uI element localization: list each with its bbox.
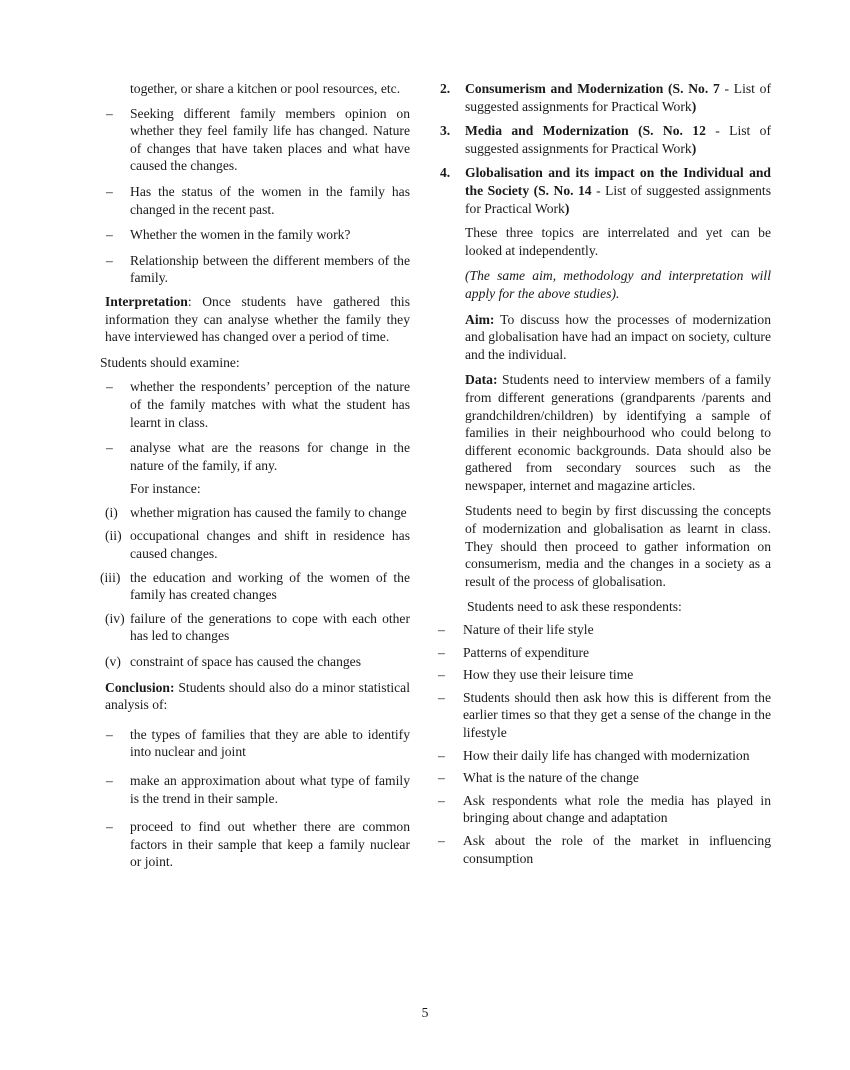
numbered-heading — [438, 122, 771, 157]
numbered-heading — [438, 80, 771, 115]
list-item-text: Whether the women in the family work? — [130, 227, 351, 243]
aim-paragraph — [438, 311, 771, 364]
numbered-heading — [438, 164, 771, 217]
list-item-text: analyse what are the reasons for change in the nature of the family, if any. — [130, 440, 410, 473]
heading-title: Globalisation and its impact on the Individual and the Society (S. No. 14 — [465, 165, 771, 198]
roman-item-text: occupational changes and shift in residence has caused changes. — [130, 528, 410, 562]
dash-marker: – — [106, 105, 113, 121]
list-item-text: the types of families that they are able to identify into nuclear and joint — [130, 726, 410, 760]
aim-text: To discuss how the processes of modernization and globalisation have had an impact on society, culture and the individual. — [465, 311, 771, 362]
list-item-text: Patterns of expenditure — [463, 644, 590, 660]
roman-marker: (iv) — [105, 610, 125, 626]
list-item-text: Seeking different family members opinion on whether they feel family life has changed. Nature of changes that have taken places and what have caused the changes. — [130, 105, 410, 174]
dash-marker: – — [438, 689, 445, 705]
dash-marker: – — [106, 183, 113, 199]
heading-rest: - List of suggested assignments for Practical Work — [465, 182, 771, 216]
roman-list-item — [100, 504, 410, 522]
heading-close: ) — [691, 140, 697, 156]
roman-marker: (iii) — [100, 569, 121, 585]
roman-marker: (i) — [105, 504, 118, 520]
roman-item-text: the education and working of the women of the family has created changes — [130, 569, 410, 603]
heading-close: ) — [564, 200, 570, 216]
conclusion-text: Students should also do a minor statistical analysis of: — [105, 679, 410, 713]
roman-list-item — [100, 527, 410, 562]
list-item-text: Students should then ask how this is different from the earlier times so that they get a sense of the change in the lifestyle — [463, 689, 771, 740]
heading-rest: - List of suggested assignments for Practical Work — [465, 123, 771, 156]
heading-rest: - List of suggested assignments for Practical Work — [465, 81, 772, 114]
list-item — [438, 644, 771, 662]
dash-marker: – — [106, 379, 113, 395]
continued-list-item: together, or share a kitchen or pool resources, etc. — [130, 81, 401, 96]
list-item-text: What is the nature of the change — [463, 770, 639, 786]
heading-title: Media and Modernization (S. No. 12 — [465, 123, 706, 139]
examine-intro: Students should examine: — [100, 354, 240, 370]
list-item-text: proceed to find out whether there are common factors in their sample that keep a family nuclear or joint. — [130, 819, 410, 870]
dash-marker: – — [438, 747, 445, 763]
same-aim-note: (The same aim, methodology and interpretation will apply for the above studies). — [465, 268, 771, 301]
conclusion-paragraph — [100, 679, 410, 714]
roman-item-text: constraint of space has caused the changes — [130, 654, 362, 670]
list-item — [100, 183, 410, 218]
roman-list-item — [100, 610, 410, 645]
dash-marker: – — [438, 770, 445, 786]
dash-marker: – — [438, 622, 445, 638]
list-item — [100, 226, 410, 244]
roman-marker: (ii) — [105, 528, 122, 544]
dash-marker: – — [106, 252, 113, 268]
list-item — [100, 105, 410, 175]
interpretation-paragraph — [100, 293, 410, 346]
heading-number: 3. — [440, 123, 451, 139]
list-item — [438, 621, 771, 639]
dash-marker: – — [106, 440, 113, 456]
left-column — [100, 80, 410, 879]
list-item-text: Nature of their life style — [463, 622, 594, 638]
list-item-text: make an approximation about what type of family is the trend in their sample. — [130, 773, 410, 806]
conclusion-label: Conclusion: — [105, 679, 175, 695]
roman-item-text: failure of the generations to cope with each other has led to changes — [130, 610, 410, 644]
right-column — [438, 80, 771, 867]
interpretation-text: : Once students have gathered this information they can analyse whether the family they have interviewed has changed over a period of time. — [105, 293, 410, 345]
dash-marker: – — [438, 792, 445, 808]
roman-item-text: whether migration has caused the family to change — [130, 504, 407, 520]
list-item-text: How their daily life has changed with modernization — [463, 747, 750, 763]
roman-list-item — [100, 653, 410, 671]
data-text: Students need to interview members of a family from different generations (grandparents /parents and grandchildren/children) by identifying a sample of families in their neighbourhood who could belong to different economic backgrounds. Data should also be gathered from secondary sources such as the newspaper, internet and magazine articles. — [465, 372, 771, 493]
list-item-text: Ask about the role of the market in influencing consumption — [463, 832, 771, 866]
page-number: 5 — [421, 1005, 429, 1020]
roman-list-item — [100, 569, 410, 604]
dash-marker: – — [106, 773, 113, 788]
list-item — [100, 726, 410, 761]
heading-number: 4. — [440, 165, 451, 181]
heading-title: Consumerism and Modernization (S. No. 7 — [465, 81, 720, 96]
list-item — [438, 666, 771, 684]
list-item-text: How they use their leisure time — [463, 667, 634, 683]
list-item — [100, 772, 410, 807]
aim-label: Aim: — [465, 311, 495, 327]
data-paragraph — [438, 371, 771, 494]
list-item — [438, 747, 771, 765]
for-instance-label: For instance: — [130, 481, 201, 497]
ask-intro: Students need to ask these respondents: — [467, 599, 682, 615]
list-item-text: whether the respondents’ perception of the nature of the family matches with what the student has learnt in class. — [130, 379, 410, 430]
begin-paragraph: Students need to begin by first discussing the concepts of modernization and globalisation as learnt in class. They should then proceed to gather information on consumerism, media and the changes in a society as a result of the process of globalisation. — [465, 503, 771, 589]
list-item — [438, 832, 771, 867]
list-item — [438, 792, 771, 827]
list-item — [438, 689, 771, 742]
data-label: Data: — [465, 372, 498, 388]
list-item-text: Ask respondents what role the media has played in bringing about change and adaptation — [463, 792, 771, 826]
dash-marker: – — [106, 819, 113, 835]
heading-number: 2. — [440, 81, 451, 96]
list-item — [100, 439, 410, 474]
list-item — [438, 769, 771, 787]
dash-marker: – — [438, 667, 445, 683]
heading-close: ) — [691, 98, 697, 114]
dash-marker: – — [106, 726, 113, 742]
interpretation-label: Interpretation — [105, 293, 188, 309]
list-item-text: Relationship between the different members of the family. — [130, 252, 410, 286]
list-item — [100, 378, 410, 431]
dash-marker: – — [106, 227, 113, 243]
list-item — [100, 252, 410, 287]
dash-marker: – — [438, 832, 445, 848]
dash-marker: – — [438, 644, 445, 660]
list-item-text: Has the status of the women in the family has changed in the recent past. — [130, 183, 410, 217]
roman-marker: (v) — [105, 654, 121, 670]
interrelated-paragraph: These three topics are interrelated and yet can be looked at independently. — [465, 225, 771, 258]
list-item — [100, 818, 410, 871]
